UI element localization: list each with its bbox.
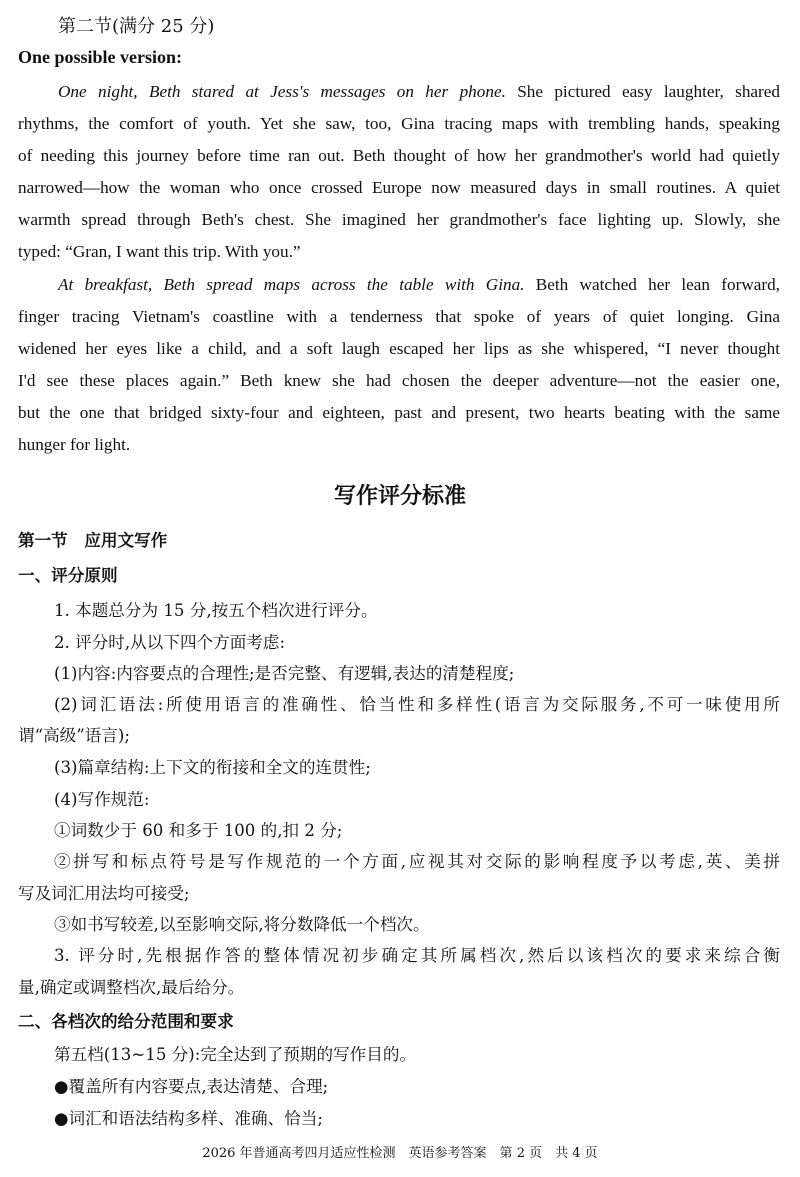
rubric-item: 1. 本题总分为 15 分,按五个档次进行评分。 [54,601,378,620]
essay-line: I'd see these places again.” Beth knew she had chosen the deeper adventure—not the easier one, [18,371,780,390]
essay-line: widened her eyes like a child, and a soft laugh escaped her lips as she whispered, “I never thought [18,339,780,358]
rubric-item: (1)内容:内容要点的合理性;是否完整、有逻辑,表达的清楚程度; [54,664,515,683]
essay-line-rest: She pictured easy laughter, shared [505,82,780,101]
essay-line: warmth spread through Beth's chest. She imagined her grandmother's face lighting up. Slowly, she [18,210,780,229]
essay-line: typed: “Gran, I want this trip. With you.” [18,242,301,261]
rubric-item: 3. 评分时,先根据作答的整体情况初步确定其所属档次,然后以该档次的要求来综合衡 [54,946,780,965]
rubric-item: (2)词汇语法:所使用语言的准确性、恰当性和多样性(语言为交际服务,不可一味使用所 [54,695,780,714]
grade-level: 第五档(13~15 分):完全达到了预期的写作目的。 [54,1045,417,1064]
rubric-item: 2. 评分时,从以下四个方面考虑: [54,633,286,652]
rubric-item: 谓“高级”语言); [18,726,130,745]
part1-heading: 一、评分原则 [18,565,118,585]
rubric-item: 量,确定或调整档次,最后给分。 [18,978,245,997]
essay-line: finger tracing Vietnam's coastline with a tenderness that spoke of years of quiet longing. Gina [18,307,780,326]
essay-line: rhythms, the comfort of youth. Yet she saw, too, Gina tracing maps with trembling hands, speaking [18,114,780,133]
rubric-item: 写及词汇用法均可接受; [18,884,190,903]
essay-line: hunger for light. [18,435,131,454]
essay-line-rest: Beth watched her lean forward, [524,275,780,294]
essay-line: of needing this journey before time ran out. Beth thought of how her grandmother's world had quietly [18,146,780,165]
rubric-item: (4)写作规范: [54,790,150,809]
section1-heading: 第一节 应用文写作 [18,530,168,550]
rubric-title: 写作评分标准 [333,483,466,509]
essay-line [58,82,780,102]
page-footer: 2026 年普通高考四月适应性检测 英语参考答案 第 2 页 共 4 页 [202,1146,598,1161]
rubric-item: ①词数少于 60 和多于 100 的,扣 2 分; [54,821,343,840]
rubric-item: ②拼写和标点符号是写作规范的一个方面,应视其对交际的影响程度予以考虑,英、美拼 [54,852,780,871]
essay-line: narrowed—how the woman who once crossed Europe now measured days in small routines. A quiet [18,178,780,197]
essay-line-italic: One night, Beth stared at Jess's messages on her phone. [58,82,506,101]
essay-line [58,275,780,295]
rubric-item: (3)篇章结构:上下文的衔接和全文的连贯性; [54,758,371,777]
essay-line-italic: At breakfast, Beth spread maps across the table with Gina. [58,275,525,294]
grade-bullet: ●词汇和语法结构多样、准确、恰当; [54,1109,323,1128]
essay-line: but the one that bridged sixty-four and eighteen, past and present, two hearts beating with the same [18,403,780,422]
grade-bullet: ●覆盖所有内容要点,表达清楚、合理; [54,1077,329,1096]
part2-heading: 二、各档次的给分范围和要求 [18,1011,234,1031]
version-label: One possible version: [18,47,183,67]
rubric-item: ③如书写较差,以至影响交际,将分数降低一个档次。 [54,915,430,934]
section-heading: 第二节(满分 25 分) [58,16,215,37]
